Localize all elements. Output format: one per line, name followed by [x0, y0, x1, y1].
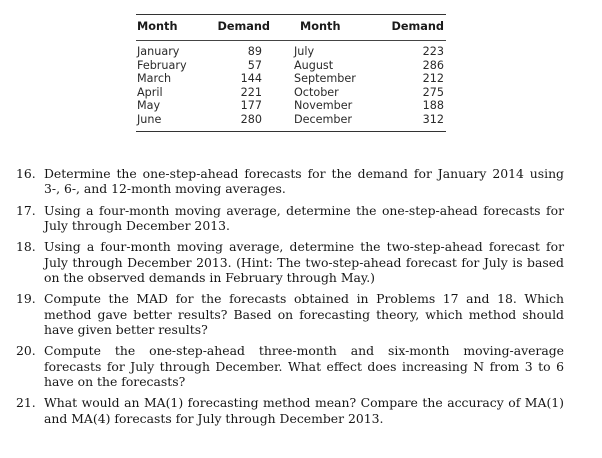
table-row	[136, 99, 446, 113]
header-month-1: Month	[137, 19, 178, 33]
problem-item	[16, 166, 564, 197]
problem-text: Determine the one-step-ahead forecasts for the demand for January 2014 using 3-, 6-, and 12-month moving averages.	[44, 166, 564, 197]
month-cell: October	[294, 85, 339, 99]
month-cell: August	[294, 58, 334, 72]
demand-cell: 188	[422, 99, 444, 113]
month-cell: April	[137, 85, 163, 99]
demand-cell: 212	[422, 72, 444, 86]
problem-number: 18.	[16, 239, 36, 255]
table-row	[136, 72, 446, 86]
problem-number: 17.	[16, 202, 36, 218]
table-bottom-rule	[136, 131, 446, 132]
demand-cell: 286	[422, 58, 444, 72]
problem-item	[16, 291, 564, 337]
month-cell: December	[294, 112, 353, 126]
problem-text: What would an MA(1) forecasting method mean? Compare the accuracy of MA(1) and MA(4) forecasts for July through December 2013.	[44, 395, 564, 426]
demand-cell: 223	[422, 45, 444, 58]
problem-list	[16, 166, 564, 432]
table-header-row	[136, 15, 446, 37]
table-row	[136, 45, 446, 59]
demand-cell: 275	[422, 85, 444, 99]
demand-cell: 221	[240, 85, 262, 99]
problem-text: Compute the one-step-ahead three-month and six-month moving-average forecasts for July through December. What effect does increasing N from 3 to 6 have on the forecasts?	[44, 343, 564, 390]
month-cell: March	[137, 72, 172, 86]
problem-item	[16, 343, 564, 389]
problem-number: 16.	[16, 166, 36, 181]
problem-number: 21.	[16, 395, 36, 411]
table-body	[136, 41, 446, 127]
table-row	[136, 113, 446, 127]
header-demand-2: Demand	[391, 19, 444, 33]
header-month-2: Month	[300, 19, 341, 33]
month-cell: September	[294, 72, 356, 86]
problem-text: Using a four-month moving average, determine the one-step-ahead forecasts for July through December 2013.	[44, 202, 564, 234]
table-row	[136, 59, 446, 73]
header-demand-1: Demand	[217, 19, 270, 33]
problem-number: 20.	[16, 343, 36, 359]
month-cell: February	[137, 58, 187, 72]
table-row	[136, 86, 446, 100]
problem-number: 19.	[16, 291, 36, 307]
demand-cell: 144	[240, 72, 262, 86]
problem-item	[16, 203, 564, 234]
problem-text: Compute the MAD for the forecasts obtained in Problems 17 and 18. Which method gave better results? Based on forecasting theory, which method should have given better results?	[44, 291, 564, 338]
demand-table	[136, 14, 446, 132]
problem-text: Using a four-month moving average, determine the two-step-ahead forecast for July through December 2013. (Hint: The two-step-ahead forecast for July is based on the observed demands in February through May.)	[44, 239, 564, 286]
month-cell: January	[137, 45, 180, 58]
demand-cell: 57	[247, 58, 262, 72]
demand-cell: 89	[247, 45, 262, 58]
demand-cell: 280	[240, 112, 262, 126]
month-cell: May	[137, 99, 161, 113]
problem-item	[16, 239, 564, 285]
month-cell: November	[294, 99, 353, 113]
problem-item	[16, 395, 564, 426]
demand-cell: 177	[240, 99, 262, 113]
month-cell: June	[137, 112, 162, 126]
demand-cell: 312	[422, 112, 444, 126]
month-cell: July	[294, 45, 315, 58]
